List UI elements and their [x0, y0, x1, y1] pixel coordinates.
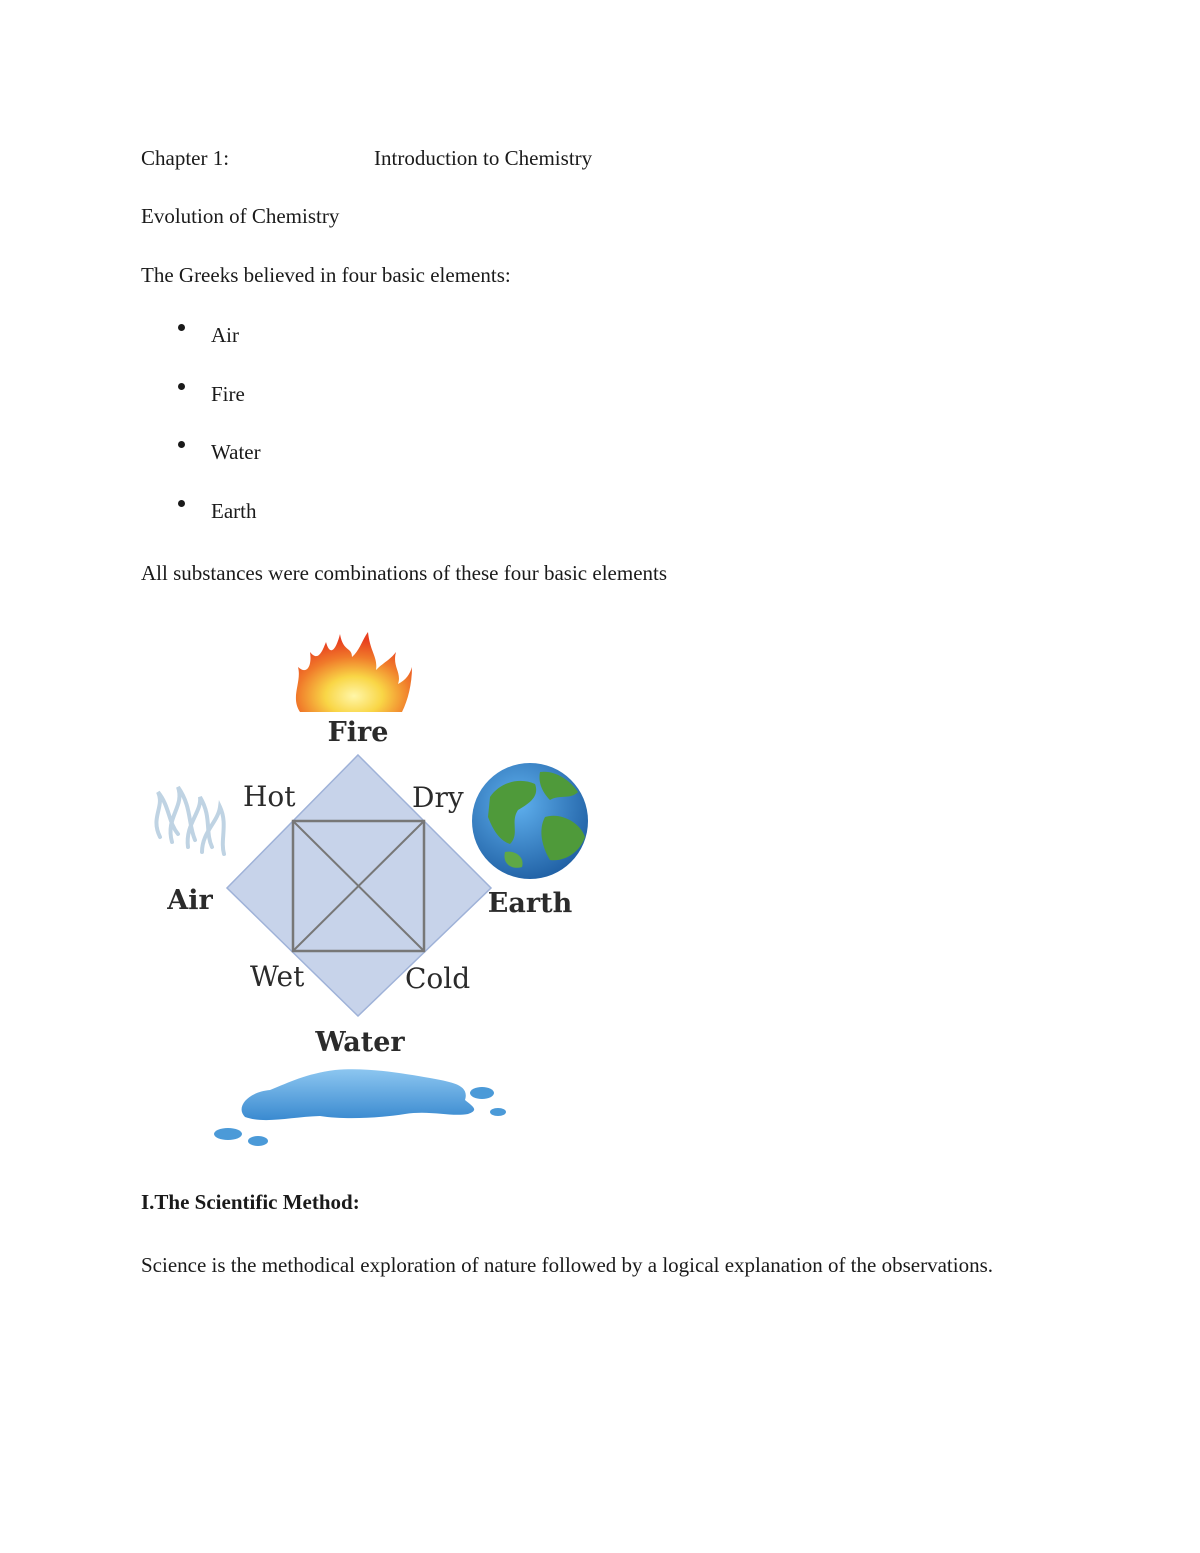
bullet-icon	[178, 324, 185, 331]
diagram-label-air: Air	[167, 885, 213, 916]
bullet-icon	[178, 383, 185, 390]
section-title-evolution: Evolution of Chemistry	[141, 204, 340, 228]
earth-icon	[472, 763, 588, 879]
diagram-label-earth: Earth	[487, 888, 573, 919]
bullet-icon	[178, 500, 185, 507]
four-elements-diagram	[140, 612, 610, 1157]
greeks-intro: The Greeks believed in four basic elements:	[141, 263, 511, 287]
diagram-label-dry: Dry	[412, 781, 464, 814]
fire-icon	[296, 632, 412, 712]
elements-summary: All substances were combinations of these four basic elements	[141, 561, 668, 585]
diagram-label-fire: Fire	[327, 717, 389, 748]
list-item-text: Air	[211, 323, 239, 347]
diagram-label-water: Water	[315, 1027, 405, 1058]
diagram-label-cold: Cold	[405, 962, 471, 995]
chapter-title: Introduction to Chemistry	[374, 146, 593, 170]
bullet-icon	[178, 441, 185, 448]
water-icon	[214, 1069, 506, 1146]
list-item-text: Earth	[211, 498, 257, 523]
scientific-method-paragraph: Science is the methodical exploration of nature followed by a logical explanation of the observations.	[141, 1253, 993, 1277]
diagram-label-hot: Hot	[243, 780, 296, 813]
list-item-text: Fire	[211, 381, 245, 406]
section-heading-scientific-method: I.The Scientific Method:	[141, 1190, 360, 1214]
chapter-label: Chapter 1:	[141, 146, 230, 170]
air-icon	[156, 787, 224, 854]
diagram-label-wet: Wet	[250, 960, 305, 993]
list-item-text: Water	[211, 440, 261, 464]
